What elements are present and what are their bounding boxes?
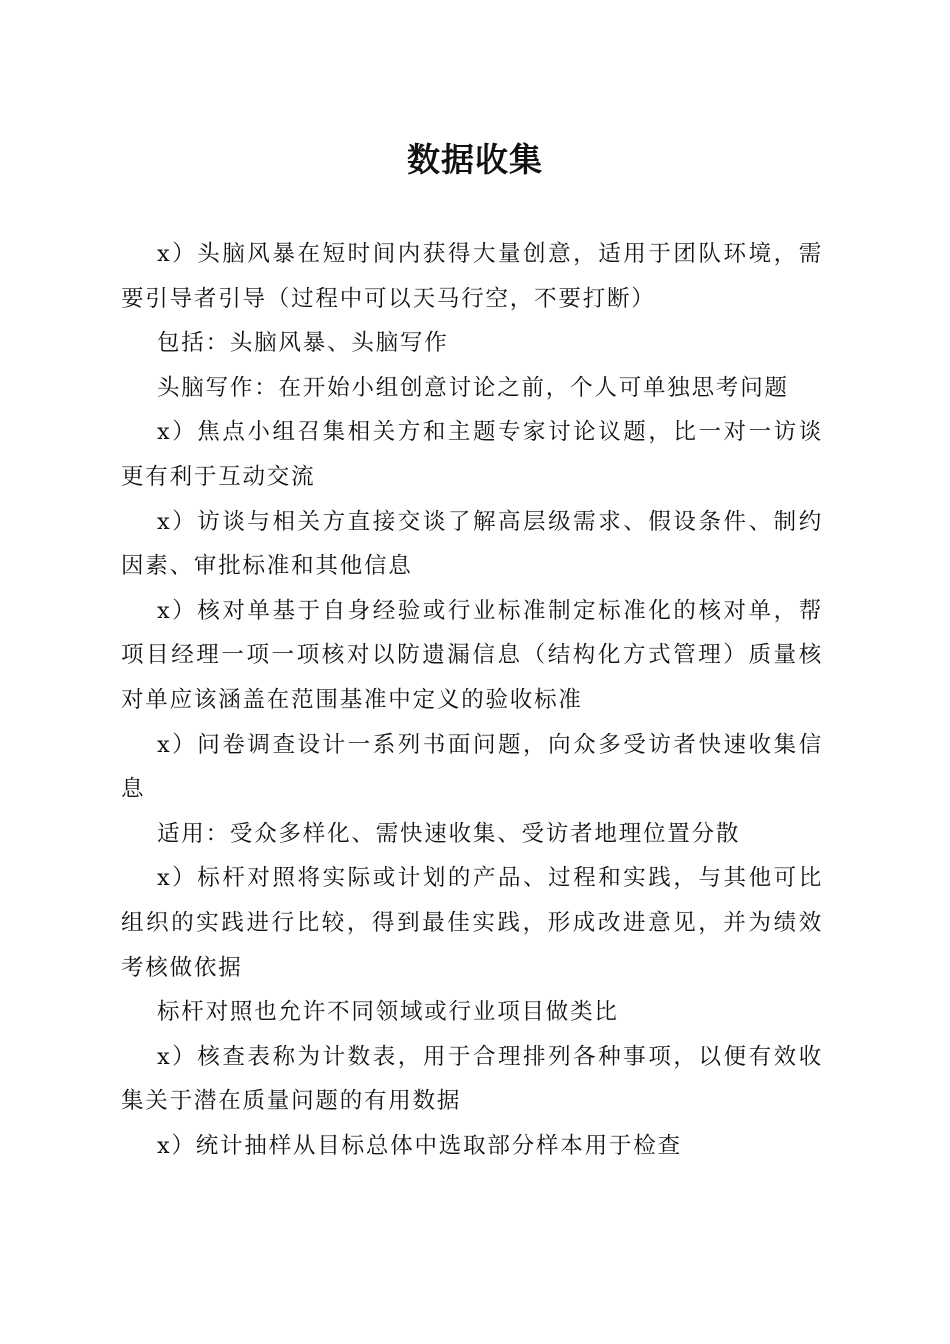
document-body (121, 232, 823, 1168)
paragraph-statistical-sampling: x）统计抽样从目标总体中选取部分样本用于检查 (157, 1132, 682, 1159)
paragraph-focus-groups: x）焦点小组召集相关方和主题专家讨论议题，比一对一访谈更有利于互动交流 (121, 419, 823, 490)
paragraph-check-sheets: x）核查表称为计数表，用于合理排列各种事项，以便有效收集关于潜在质量问题的有用数据 (121, 1043, 823, 1115)
paragraph-questionnaires: x）问卷调查设计一系列书面问题，向众多受访者快速收集信息 (121, 731, 823, 803)
paragraph-brainwriting: 头脑写作：在开始小组创意讨论之前，个人可单独思考问题 (157, 374, 789, 401)
paragraph-brainstorming: x）头脑风暴在短时间内获得大量创意，适用于团队环境，需要引导者引导（过程中可以天马行空，不要打断） (121, 241, 823, 312)
paragraph-questionnaires-usage: 适用：受众多样化、需快速收集、受访者地理位置分散 (157, 820, 741, 847)
paragraph-benchmarking-note: 标杆对照也允许不同领域或行业项目做类比 (157, 999, 619, 1026)
paragraph-benchmarking: x）标杆对照将实际或计划的产品、过程和实践，与其他可比组织的实践进行比较，得到最佳实践，形成改进意见，并为绩效考核做依据 (121, 865, 823, 981)
page-title: 数据收集 (407, 140, 543, 179)
paragraph-interviews: x）访谈与相关方直接交谈了解高层级需求、假设条件、制约因素、审批标准和其他信息 (121, 508, 823, 580)
paragraph-checklists: x）核对单基于自身经验或行业标准制定标准化的核对单，帮项目经理一项一项核对以防遗漏信息（结构化方式管理）质量核对单应该涵盖在范围基准中定义的验收标准 (121, 597, 823, 713)
paragraph-brainstorming-includes: 包括：头脑风暴、头脑写作 (157, 330, 449, 357)
